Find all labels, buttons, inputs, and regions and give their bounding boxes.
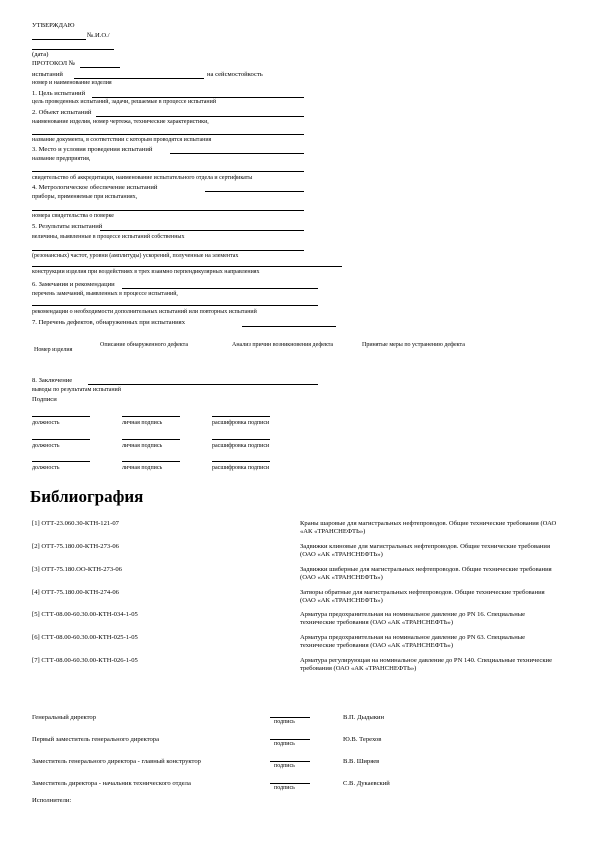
section-7-title: 7. Перечень дефектов, обнаруженных при испытаниях: [32, 319, 185, 326]
sign-cap-position-3: должность: [32, 465, 60, 471]
section-7-line: [242, 326, 336, 327]
bib-item-5-desc: Арматура предохранительная на номинальное давление до PN 16. Специальные технические требования (ОАО «АК «ТРАНСНЕФТЬ»): [300, 611, 526, 626]
section-8-caption: выводы по результатам испытаний: [32, 387, 121, 393]
sign-cap-position-1: должность: [32, 420, 60, 426]
sign-cap-name-2: расшифровка подписи: [212, 443, 270, 449]
section-6-title: 6. Замечания и рекомендации: [32, 281, 115, 288]
section-6-caption-2: рекомендации о необходимости дополнительных испытаний или повторных испытаний: [32, 309, 257, 315]
section-5-line-3: [32, 266, 342, 267]
approver-3-position: Заместитель генерального директора - главный конструктор: [32, 758, 201, 765]
item-caption: номер и наименование изделия: [32, 80, 112, 86]
approver-2-name: Ю.В. Терехов: [343, 736, 382, 743]
section-3-line: [170, 153, 304, 154]
protocol-number-line: [80, 67, 120, 68]
approver-1-signature-line: [270, 717, 310, 718]
sign-cap-position-2: должность: [32, 443, 60, 449]
approver-2-signature-caption: подпись: [274, 741, 295, 747]
section-6-line-2: [32, 305, 318, 306]
section-5-caption-3: конструкции изделия при воздействиях в трех взаимно перпендикулярных направлениях: [32, 269, 260, 275]
tests-label: испытаний: [32, 71, 63, 78]
bib-item-1-desc: Краны шаровые для магистральных нефтепроводов. Общие технические требования (ОАО «АК «ТРАНСНЕФТЬ»): [300, 520, 557, 535]
approver-3-signature-caption: подпись: [274, 763, 295, 769]
approver-4-signature-caption: подпись: [274, 785, 295, 791]
section-4-line-2: [32, 210, 304, 211]
section-5-caption-2: (резонансных) частот, уровни (амплитуды) ускорений, полученные на элементах: [32, 253, 239, 259]
section-2-caption: наименование изделия, номер чертежа, технические характеристики,: [32, 119, 209, 125]
bib-item-2-code: [2] ОТТ-75.180.00-КТН-273-06: [32, 543, 119, 550]
sign-line-position-2: [32, 439, 90, 440]
section-8-line: [88, 384, 318, 385]
section-4-line: [205, 191, 304, 192]
defects-header-measures: Принятые меры по устранению дефекта: [362, 342, 465, 348]
approval-title: УТВЕРЖДАЮ: [32, 22, 75, 29]
approval-position: №.И.О./: [87, 32, 110, 39]
sign-line-name-2: [212, 439, 270, 440]
bib-item-3-desc: Задвижки шиберные для магистральных нефтепроводов. Общие технические требования (ОАО «АК «ТРАНСНЕФТЬ»): [300, 566, 552, 581]
section-3-caption: название предприятия,: [32, 156, 91, 162]
section-4-caption-2: номера свидетельства о поверке: [32, 213, 114, 219]
approval-date-line: [32, 49, 114, 50]
section-4-title: 4. Метрологическое обеспечение испытаний: [32, 184, 158, 191]
section-1-title: 1. Цель испытаний: [32, 90, 86, 97]
sign-cap-signature-1: личная подпись: [122, 420, 163, 426]
sign-line-name-3: [212, 461, 270, 462]
sign-line-name-1: [212, 416, 270, 417]
bib-item-6-desc: Арматура предохранительная на номинальное давление до PN 63. Специальные технические требования (ОАО «АК «ТРАНСНЕФТЬ»): [300, 634, 526, 649]
approver-4-name: С.В. Дукаевский: [343, 780, 390, 787]
sign-cap-signature-2: личная подпись: [122, 443, 163, 449]
section-2-title: 2. Объект испытаний: [32, 109, 92, 116]
bib-item-3-code: [3] ОТТ-75.180.ОО-КТН-273-06: [32, 566, 122, 573]
section-5-line-2: [32, 250, 304, 251]
sign-line-signature-3: [122, 461, 180, 462]
bib-item-7-desc: Арматура регулирующая на номинальное давление до PN 140. Специальные технические требования (ОАО «АК «ТРАНСНЕФТЬ»): [300, 657, 552, 672]
section-1-line: [92, 97, 304, 98]
approver-4-signature-line: [270, 783, 310, 784]
approval-date: (дата): [32, 51, 49, 58]
protocol-title: ПРОТОКОЛ №: [32, 60, 76, 67]
bib-item-7-code: [7] СТТ-08.00-60.30.00-КТН-026-1-05: [32, 657, 138, 664]
section-2-caption-2: название документа, в соответствии с которым проводятся испытания: [32, 137, 212, 143]
section-2-line: [96, 116, 304, 117]
approver-1-signature-caption: подпись: [274, 719, 295, 725]
approver-1-position: Генеральный директор: [32, 714, 97, 721]
section-1-caption: цель проведенных испытаний, задачи, решаемые в процессе испытаний: [32, 99, 217, 105]
defects-header-description: Описание обнаруженного дефекта: [100, 342, 189, 348]
seismic-label: на сейсмостойкость: [207, 71, 263, 78]
signatures-label: Подписи: [32, 396, 57, 403]
section-3-line-2: [32, 171, 304, 172]
section-2-line-2: [32, 134, 304, 135]
approver-4-position: Заместитель директора - начальник технического отдела: [32, 780, 191, 787]
item-line: [74, 78, 204, 79]
section-6-caption: перечень замечаний, выявленных в процессе испытаний,: [32, 291, 178, 297]
section-5-caption: величины, выявленные в процессе испытаний собственных: [32, 234, 185, 240]
sign-cap-signature-3: личная подпись: [122, 465, 163, 471]
section-8-title: 8. Заключение: [32, 377, 73, 384]
section-3-title: 3. Место и условия проведения испытаний: [32, 146, 153, 153]
approval-line: [32, 39, 86, 40]
sign-cap-name-1: расшифровка подписи: [212, 420, 270, 426]
bib-item-2-desc: Задвижки клиновые для магистральных нефтепроводов. Общие технические требования (ОАО «АК «ТРАНСНЕФТЬ»): [300, 543, 550, 558]
approver-2-position: Первый заместитель генерального директора: [32, 736, 160, 743]
section-4-caption: приборы, применяемые при испытаниях,: [32, 194, 138, 200]
bib-item-1-code: [1] ОТТ-23.060.30-КТН-121-07: [32, 520, 119, 527]
approver-2-signature-line: [270, 739, 310, 740]
sign-cap-name-3: расшифровка подписи: [212, 465, 270, 471]
bibliography-title: Библиография: [30, 487, 144, 506]
bib-item-4-desc: Затворы обратные для магистральных нефтепроводов. Общие технические требования (ОАО «АК «ТРАНСНЕФТЬ»): [300, 589, 545, 604]
bib-item-4-code: [4] ОТТ-75.180.00-КТН-274-06: [32, 589, 119, 596]
bib-item-5-code: [5] СТТ-08.00-60.30.00-КТН-034-1-05: [32, 611, 138, 618]
section-5-line: [100, 230, 304, 231]
section-6-line: [122, 288, 318, 289]
executors-label: Исполнители:: [32, 797, 72, 804]
bib-item-6-code: [6] СТТ-08.00-60.30.00-КТН-025-1-05: [32, 634, 138, 641]
section-3-caption-2: свидетельство об аккредитации, наименование испытательного отдела и сертификаты: [32, 175, 253, 181]
section-5-title: 5. Результаты испытаний: [32, 223, 103, 230]
sign-line-signature-1: [122, 416, 180, 417]
sign-line-position-1: [32, 416, 90, 417]
defects-header-number: Номер изделия: [34, 347, 73, 353]
sign-line-position-3: [32, 461, 90, 462]
defects-header-analysis: Анализ причин возникновения дефекта: [232, 342, 334, 348]
approver-3-signature-line: [270, 761, 310, 762]
sign-line-signature-2: [122, 439, 180, 440]
approver-3-name: В.В. Ширяев: [343, 758, 380, 765]
approver-1-name: В.П. Дыдыкин: [343, 714, 385, 721]
